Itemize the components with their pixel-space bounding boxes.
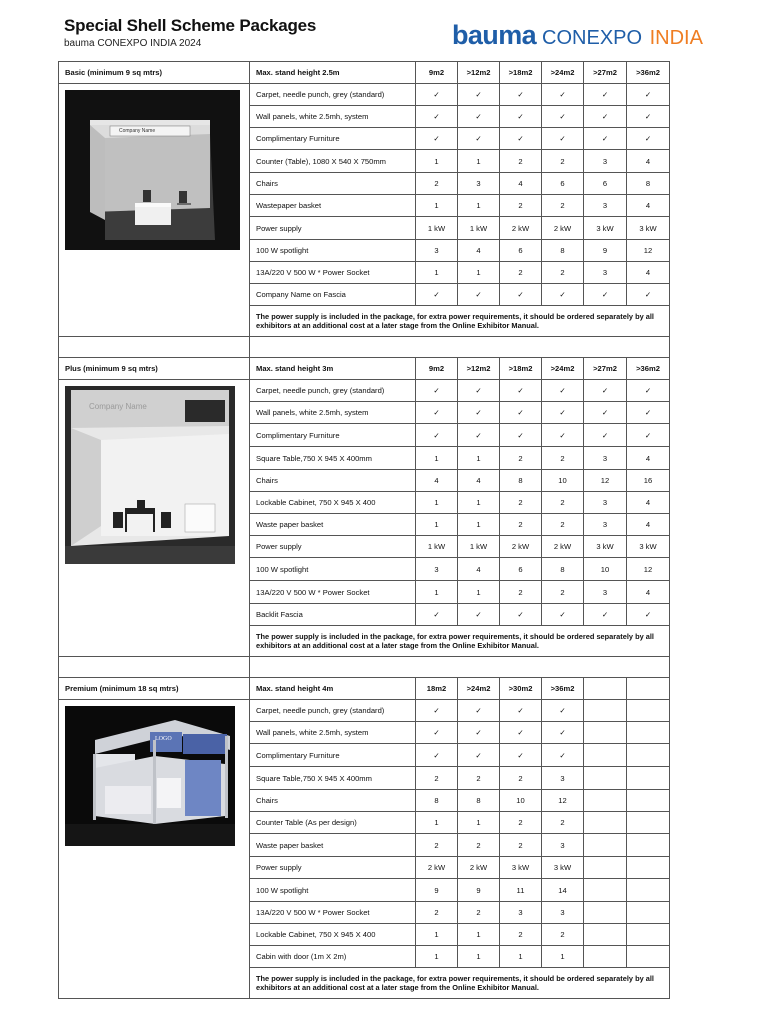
item-value: 2 bbox=[542, 150, 584, 173]
item-value: 1 bbox=[416, 946, 458, 968]
package-header-row bbox=[59, 358, 670, 380]
item-value: 10 bbox=[542, 470, 584, 492]
size-column-header: >36m2 bbox=[627, 62, 670, 84]
item-label: Square Table,750 X 945 X 400mm bbox=[250, 767, 416, 790]
item-label: Chairs bbox=[250, 470, 416, 492]
item-value: 1 bbox=[458, 514, 500, 536]
power-supply-note: The power supply is included in the package, for extra power requirements, it should be ordered separately by all exhibitors at an additional cost at a later stage from the Online Exhibitor Manual. bbox=[250, 626, 670, 657]
item-value: ✓ bbox=[500, 128, 542, 150]
item-value: 3 kW bbox=[584, 217, 627, 240]
item-label: Counter Table (As per design) bbox=[250, 812, 416, 834]
item-value: 2 bbox=[458, 767, 500, 790]
size-column-header: >24m2 bbox=[458, 678, 500, 700]
item-value: 1 bbox=[458, 262, 500, 284]
item-value: ✓ bbox=[542, 402, 584, 424]
size-column-header: >24m2 bbox=[542, 62, 584, 84]
item-value: ✓ bbox=[458, 284, 500, 306]
item-value: 2 bbox=[416, 834, 458, 857]
size-column-header: >12m2 bbox=[458, 62, 500, 84]
item-value: 1 bbox=[458, 492, 500, 514]
item-value: ✓ bbox=[584, 604, 627, 626]
item-value: 2 bbox=[416, 902, 458, 924]
item-value: 2 bbox=[500, 924, 542, 946]
item-value: ✓ bbox=[584, 380, 627, 402]
item-value: 3 kW bbox=[500, 857, 542, 879]
item-value: 4 bbox=[500, 173, 542, 195]
item-value: 1 kW bbox=[416, 536, 458, 558]
item-value: ✓ bbox=[458, 722, 500, 744]
item-value: 2 bbox=[500, 514, 542, 536]
spacer-cell bbox=[59, 657, 250, 678]
item-label: Waste paper basket bbox=[250, 514, 416, 536]
spacer-row bbox=[59, 337, 670, 358]
item-value: ✓ bbox=[458, 402, 500, 424]
item-value: 1 bbox=[542, 946, 584, 968]
package-label: Plus (minimum 9 sq mtrs) bbox=[59, 358, 250, 380]
item-value: 2 kW bbox=[542, 536, 584, 558]
item-value: 4 bbox=[627, 514, 670, 536]
item-value: 2 kW bbox=[416, 857, 458, 879]
item-value: ✓ bbox=[416, 128, 458, 150]
item-value: 10 bbox=[584, 558, 627, 581]
item-value: 2 kW bbox=[458, 857, 500, 879]
package-header-row bbox=[59, 62, 670, 84]
item-value bbox=[627, 946, 670, 968]
spacer-row bbox=[59, 657, 670, 678]
item-value: 4 bbox=[627, 492, 670, 514]
item-label: Carpet, needle punch, grey (standard) bbox=[250, 700, 416, 722]
item-label: Backlit Fascia bbox=[250, 604, 416, 626]
item-value: 8 bbox=[627, 173, 670, 195]
item-value bbox=[584, 790, 627, 812]
item-value: 3 kW bbox=[542, 857, 584, 879]
size-column-header: 18m2 bbox=[416, 678, 458, 700]
item-value: ✓ bbox=[416, 424, 458, 447]
item-value: ✓ bbox=[584, 424, 627, 447]
banner-logo-text: LOGO bbox=[155, 736, 172, 742]
stand-height-label: Max. stand height 2.5m bbox=[250, 62, 416, 84]
table-row bbox=[59, 700, 670, 722]
item-value: 12 bbox=[627, 240, 670, 262]
stand-height-label: Max. stand height 3m bbox=[250, 358, 416, 380]
item-value: 3 bbox=[584, 581, 627, 604]
size-column-header: >24m2 bbox=[542, 358, 584, 380]
item-value: 2 bbox=[542, 447, 584, 470]
item-value: ✓ bbox=[416, 284, 458, 306]
item-value: 3 kW bbox=[584, 536, 627, 558]
size-column-header: >27m2 bbox=[584, 62, 627, 84]
item-label: Chairs bbox=[250, 790, 416, 812]
item-value: ✓ bbox=[542, 744, 584, 767]
item-value: 1 bbox=[416, 812, 458, 834]
item-value: ✓ bbox=[542, 604, 584, 626]
item-value: ✓ bbox=[584, 284, 627, 306]
item-value bbox=[627, 924, 670, 946]
item-value: 3 bbox=[542, 834, 584, 857]
item-value: 3 bbox=[584, 195, 627, 217]
item-value: ✓ bbox=[458, 700, 500, 722]
spacer-cell bbox=[59, 337, 250, 358]
item-value: 10 bbox=[500, 790, 542, 812]
item-value: 1 kW bbox=[458, 536, 500, 558]
item-value: 1 bbox=[416, 150, 458, 173]
table-row bbox=[59, 380, 670, 402]
item-value: ✓ bbox=[627, 604, 670, 626]
item-value: 2 bbox=[500, 581, 542, 604]
item-value: 8 bbox=[458, 790, 500, 812]
logo-bauma: bauma bbox=[452, 20, 537, 50]
item-value: 9 bbox=[458, 879, 500, 902]
item-value: 3 bbox=[584, 447, 627, 470]
spacer-cell bbox=[250, 657, 670, 678]
item-value: 1 bbox=[458, 447, 500, 470]
item-value: ✓ bbox=[500, 744, 542, 767]
item-value: ✓ bbox=[542, 128, 584, 150]
item-label: 100 W spotlight bbox=[250, 240, 416, 262]
package-image-cell-0 bbox=[59, 84, 250, 337]
item-value: 1 bbox=[416, 262, 458, 284]
item-value: 3 bbox=[584, 514, 627, 536]
item-value: 4 bbox=[627, 195, 670, 217]
item-value: ✓ bbox=[627, 128, 670, 150]
item-value: 1 bbox=[458, 812, 500, 834]
item-value: 2 bbox=[500, 812, 542, 834]
item-label: Carpet, needle punch, grey (standard) bbox=[250, 84, 416, 106]
stand-render-image-2 bbox=[65, 706, 235, 846]
package-label: Premium (minimum 18 sq mtrs) bbox=[59, 678, 250, 700]
item-value: 3 kW bbox=[627, 536, 670, 558]
item-value: 2 bbox=[458, 902, 500, 924]
item-label: Complimentary Furniture bbox=[250, 128, 416, 150]
item-value: 2 bbox=[542, 514, 584, 536]
item-value: 3 bbox=[584, 150, 627, 173]
item-value: 1 bbox=[458, 150, 500, 173]
item-label: 100 W spotlight bbox=[250, 558, 416, 581]
item-value: 2 bbox=[542, 924, 584, 946]
item-value: ✓ bbox=[542, 284, 584, 306]
item-value: ✓ bbox=[416, 380, 458, 402]
item-value: 4 bbox=[627, 581, 670, 604]
fascia-company-name: Company Name bbox=[89, 402, 147, 411]
item-value: ✓ bbox=[416, 402, 458, 424]
item-value: ✓ bbox=[627, 106, 670, 128]
spacer-cell bbox=[250, 337, 670, 358]
item-value: 2 bbox=[500, 834, 542, 857]
item-label: Complimentary Furniture bbox=[250, 744, 416, 767]
item-value: 4 bbox=[627, 150, 670, 173]
item-value: 1 bbox=[416, 514, 458, 536]
item-value: ✓ bbox=[500, 84, 542, 106]
item-value: 3 bbox=[542, 767, 584, 790]
item-label: Wall panels, white 2.5mh, system bbox=[250, 722, 416, 744]
item-value: 1 bbox=[500, 946, 542, 968]
item-label: 13A/220 V 500 W * Power Socket bbox=[250, 581, 416, 604]
item-value: ✓ bbox=[627, 284, 670, 306]
item-value: 4 bbox=[458, 470, 500, 492]
item-value: 2 bbox=[500, 262, 542, 284]
size-column-header: 9m2 bbox=[416, 62, 458, 84]
item-value: ✓ bbox=[500, 402, 542, 424]
item-value bbox=[627, 879, 670, 902]
item-value: ✓ bbox=[416, 744, 458, 767]
item-value: ✓ bbox=[542, 700, 584, 722]
item-value bbox=[584, 812, 627, 834]
item-value bbox=[627, 767, 670, 790]
item-value: 2 kW bbox=[500, 217, 542, 240]
item-value bbox=[584, 744, 627, 767]
item-value: 2 bbox=[500, 767, 542, 790]
page-title: Special Shell Scheme Packages bbox=[64, 16, 317, 35]
item-value: 12 bbox=[584, 470, 627, 492]
table-row bbox=[59, 84, 670, 106]
item-value: ✓ bbox=[500, 700, 542, 722]
page-subtitle: bauma CONEXPO INDIA 2024 bbox=[64, 38, 202, 49]
stand-render-image-1 bbox=[65, 386, 235, 564]
item-label: Power supply bbox=[250, 857, 416, 879]
item-value: 9 bbox=[584, 240, 627, 262]
size-column-header: 9m2 bbox=[416, 358, 458, 380]
item-label: Wall panels, white 2.5mh, system bbox=[250, 402, 416, 424]
item-value: ✓ bbox=[542, 424, 584, 447]
item-value bbox=[627, 902, 670, 924]
item-value: 2 kW bbox=[542, 217, 584, 240]
item-value: 1 bbox=[416, 195, 458, 217]
item-value: ✓ bbox=[500, 424, 542, 447]
item-value bbox=[584, 700, 627, 722]
item-value bbox=[584, 767, 627, 790]
item-value: ✓ bbox=[458, 106, 500, 128]
item-value: ✓ bbox=[627, 424, 670, 447]
item-value: ✓ bbox=[500, 380, 542, 402]
item-label: Wall panels, white 2.5mh, system bbox=[250, 106, 416, 128]
item-value: 1 bbox=[416, 924, 458, 946]
item-value: 1 kW bbox=[458, 217, 500, 240]
item-value: ✓ bbox=[584, 106, 627, 128]
package-image-cell-1 bbox=[59, 380, 250, 657]
item-value: 2 bbox=[458, 834, 500, 857]
power-supply-note: The power supply is included in the package, for extra power requirements, it should be ordered separately by all exhibitors at an additional cost at a later stage from the Online Exhibitor Manual. bbox=[250, 306, 670, 337]
item-value: ✓ bbox=[458, 128, 500, 150]
packages-table bbox=[58, 61, 670, 999]
item-value: 2 bbox=[500, 195, 542, 217]
item-value bbox=[627, 744, 670, 767]
item-value: 3 bbox=[500, 902, 542, 924]
item-value: ✓ bbox=[627, 84, 670, 106]
item-label: Company Name on Fascia bbox=[250, 284, 416, 306]
item-value: 2 bbox=[542, 195, 584, 217]
package-header-row bbox=[59, 678, 670, 700]
item-label: Wastepaper basket bbox=[250, 195, 416, 217]
item-value: 2 bbox=[416, 767, 458, 790]
item-label: Waste paper basket bbox=[250, 834, 416, 857]
item-value: 3 kW bbox=[627, 217, 670, 240]
item-value: 1 kW bbox=[416, 217, 458, 240]
item-value: 2 bbox=[416, 173, 458, 195]
item-value: 1 bbox=[458, 946, 500, 968]
item-value bbox=[584, 924, 627, 946]
item-value: ✓ bbox=[458, 380, 500, 402]
item-value: ✓ bbox=[584, 402, 627, 424]
stand-height-label: Max. stand height 4m bbox=[250, 678, 416, 700]
item-value: ✓ bbox=[500, 604, 542, 626]
item-value bbox=[627, 722, 670, 744]
item-value: ✓ bbox=[500, 284, 542, 306]
item-value: 4 bbox=[627, 262, 670, 284]
item-value: 3 bbox=[416, 558, 458, 581]
size-column-header: >30m2 bbox=[500, 678, 542, 700]
item-value: 8 bbox=[542, 558, 584, 581]
item-label: Square Table,750 X 945 X 400mm bbox=[250, 447, 416, 470]
item-value bbox=[584, 902, 627, 924]
item-value: 1 bbox=[416, 447, 458, 470]
item-value: 8 bbox=[416, 790, 458, 812]
item-label: 100 W spotlight bbox=[250, 879, 416, 902]
item-value bbox=[627, 700, 670, 722]
size-column-header bbox=[627, 678, 670, 700]
item-value: ✓ bbox=[627, 380, 670, 402]
item-value: 3 bbox=[458, 173, 500, 195]
item-value: 4 bbox=[458, 240, 500, 262]
item-value bbox=[627, 790, 670, 812]
item-label: Chairs bbox=[250, 173, 416, 195]
item-value: 4 bbox=[416, 470, 458, 492]
item-value: ✓ bbox=[416, 604, 458, 626]
item-value: 8 bbox=[500, 470, 542, 492]
item-label: Complimentary Furniture bbox=[250, 424, 416, 447]
item-value: ✓ bbox=[500, 106, 542, 128]
item-value: 2 bbox=[542, 492, 584, 514]
item-label: Cabin with door (1m X 2m) bbox=[250, 946, 416, 968]
item-value: 2 bbox=[542, 262, 584, 284]
size-column-header: >36m2 bbox=[627, 358, 670, 380]
item-value: 3 bbox=[584, 492, 627, 514]
package-label: Basic (minimum 9 sq mtrs) bbox=[59, 62, 250, 84]
item-value: 6 bbox=[542, 173, 584, 195]
item-value bbox=[584, 946, 627, 968]
item-value: ✓ bbox=[416, 106, 458, 128]
size-column-header: >36m2 bbox=[542, 678, 584, 700]
item-value: ✓ bbox=[627, 402, 670, 424]
item-value bbox=[584, 879, 627, 902]
item-value: ✓ bbox=[584, 128, 627, 150]
bauma-conexpo-logo bbox=[452, 20, 703, 53]
item-value: 2 bbox=[500, 492, 542, 514]
item-value: ✓ bbox=[416, 84, 458, 106]
item-label: 13A/220 V 500 W * Power Socket bbox=[250, 902, 416, 924]
item-value: 4 bbox=[627, 447, 670, 470]
item-value: 2 kW bbox=[500, 536, 542, 558]
item-value: 16 bbox=[627, 470, 670, 492]
item-value: ✓ bbox=[416, 722, 458, 744]
logo-india: INDIA bbox=[649, 27, 703, 49]
item-value: ✓ bbox=[458, 604, 500, 626]
item-value: 11 bbox=[500, 879, 542, 902]
item-value: ✓ bbox=[416, 700, 458, 722]
item-value: 12 bbox=[627, 558, 670, 581]
stand-render-image-0 bbox=[65, 90, 240, 250]
item-label: Power supply bbox=[250, 536, 416, 558]
power-supply-note: The power supply is included in the package, for extra power requirements, it should be ordered separately by all exhibitors at an additional cost at a later stage from the Online Exhibitor Manual. bbox=[250, 968, 670, 999]
package-image-cell-2 bbox=[59, 700, 250, 999]
item-value: 6 bbox=[500, 240, 542, 262]
item-value bbox=[584, 857, 627, 879]
item-label: Carpet, needle punch, grey (standard) bbox=[250, 380, 416, 402]
item-value: ✓ bbox=[458, 424, 500, 447]
item-value bbox=[627, 812, 670, 834]
item-label: Power supply bbox=[250, 217, 416, 240]
item-value: 3 bbox=[584, 262, 627, 284]
item-value: 1 bbox=[416, 492, 458, 514]
item-value: 14 bbox=[542, 879, 584, 902]
logo-conexpo: CONEXPO bbox=[542, 27, 643, 49]
item-value: 9 bbox=[416, 879, 458, 902]
fascia-company-name: Company Name bbox=[119, 128, 156, 134]
item-value: 2 bbox=[500, 447, 542, 470]
item-value: ✓ bbox=[584, 84, 627, 106]
size-column-header: >18m2 bbox=[500, 62, 542, 84]
item-value: ✓ bbox=[542, 84, 584, 106]
item-label: Lockable Cabinet, 750 X 945 X 400 bbox=[250, 924, 416, 946]
item-value bbox=[627, 834, 670, 857]
item-value: 3 bbox=[416, 240, 458, 262]
item-value: 8 bbox=[542, 240, 584, 262]
item-value: 4 bbox=[458, 558, 500, 581]
size-column-header bbox=[584, 678, 627, 700]
item-value: ✓ bbox=[542, 722, 584, 744]
item-value: 6 bbox=[584, 173, 627, 195]
item-value: 2 bbox=[500, 150, 542, 173]
item-value: 1 bbox=[458, 195, 500, 217]
size-column-header: >12m2 bbox=[458, 358, 500, 380]
item-value: 1 bbox=[458, 924, 500, 946]
item-value: ✓ bbox=[500, 722, 542, 744]
size-column-header: >27m2 bbox=[584, 358, 627, 380]
item-value: ✓ bbox=[542, 380, 584, 402]
item-value: 2 bbox=[542, 581, 584, 604]
item-label: Lockable Cabinet, 750 X 945 X 400 bbox=[250, 492, 416, 514]
item-label: Counter (Table), 1080 X 540 X 750mm bbox=[250, 150, 416, 173]
item-value bbox=[584, 722, 627, 744]
item-value: ✓ bbox=[458, 84, 500, 106]
item-value: 1 bbox=[416, 581, 458, 604]
size-column-header: >18m2 bbox=[500, 358, 542, 380]
item-value bbox=[584, 834, 627, 857]
item-label: 13A/220 V 500 W * Power Socket bbox=[250, 262, 416, 284]
item-value: 2 bbox=[542, 812, 584, 834]
item-value: ✓ bbox=[542, 106, 584, 128]
item-value: 3 bbox=[542, 902, 584, 924]
item-value: 6 bbox=[500, 558, 542, 581]
item-value: 12 bbox=[542, 790, 584, 812]
item-value: ✓ bbox=[458, 744, 500, 767]
item-value bbox=[627, 857, 670, 879]
item-value: 1 bbox=[458, 581, 500, 604]
